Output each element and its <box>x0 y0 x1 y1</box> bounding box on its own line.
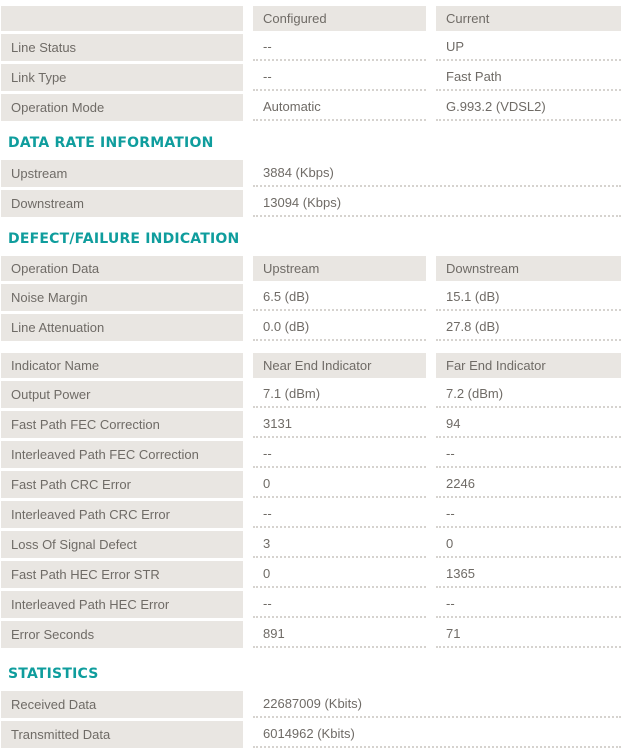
near-end-indicator-header: Near End Indicator <box>253 353 426 378</box>
row-label-interleaved-fec: Interleaved Path FEC Correction <box>1 441 243 468</box>
error-seconds-far-value: 71 <box>436 621 621 648</box>
row-label-error-seconds: Error Seconds <box>1 621 243 648</box>
line-attenuation-upstream-value: 0.0 (dB) <box>253 314 426 341</box>
interleaved-fec-near-value: -- <box>253 441 426 468</box>
operation-data-table <box>1 256 621 341</box>
section-heading-statistics: STATISTICS <box>8 666 99 682</box>
link-type-configured-value: -- <box>253 64 426 91</box>
operation-data-header: Operation Data <box>1 256 243 281</box>
line-status-configured-value: -- <box>253 34 426 61</box>
fast-path-crc-far-value: 2246 <box>436 471 621 498</box>
interleaved-crc-far-value: -- <box>436 501 621 528</box>
row-label-noise-margin: Noise Margin <box>1 284 243 311</box>
upstream-rate-value: 3884 (Kbps) <box>253 160 621 187</box>
line-table-current-header: Current <box>436 6 621 31</box>
fast-path-hec-far-value: 1365 <box>436 561 621 588</box>
fast-path-crc-near-value: 0 <box>253 471 426 498</box>
data-rate-table <box>1 160 621 217</box>
row-label-fast-path-hec: Fast Path HEC Error STR <box>1 561 243 588</box>
downstream-rate-value: 13094 (Kbps) <box>253 190 621 217</box>
row-label-fast-path-crc: Fast Path CRC Error <box>1 471 243 498</box>
section-heading-defect-failure: DEFECT/FAILURE INDICATION <box>8 231 240 247</box>
row-label-interleaved-crc: Interleaved Path CRC Error <box>1 501 243 528</box>
row-label-interleaved-hec: Interleaved Path HEC Error <box>1 591 243 618</box>
far-end-indicator-header: Far End Indicator <box>436 353 621 378</box>
received-data-value: 22687009 (Kbits) <box>253 691 621 718</box>
link-type-current-value: Fast Path <box>436 64 621 91</box>
operation-downstream-header: Downstream <box>436 256 621 281</box>
operation-mode-current-value: G.993.2 (VDSL2) <box>436 94 621 121</box>
interleaved-hec-far-value: -- <box>436 591 621 618</box>
transmitted-data-value: 6014962 (Kbits) <box>253 721 621 748</box>
fast-path-hec-near-value: 0 <box>253 561 426 588</box>
row-label-fast-path-fec: Fast Path FEC Correction <box>1 411 243 438</box>
line-attenuation-downstream-value: 27.8 (dB) <box>436 314 621 341</box>
row-label-downstream: Downstream <box>1 190 243 217</box>
fast-path-fec-far-value: 94 <box>436 411 621 438</box>
line-status-current-value: UP <box>436 34 621 61</box>
row-label-transmitted-data: Transmitted Data <box>1 721 243 748</box>
section-heading-data-rate: DATA RATE INFORMATION <box>8 135 214 151</box>
operation-upstream-header: Upstream <box>253 256 426 281</box>
line-table-configured-header: Configured <box>253 6 426 31</box>
line-table-blank-header <box>1 6 243 31</box>
noise-margin-downstream-value: 15.1 (dB) <box>436 284 621 311</box>
output-power-near-value: 7.1 (dBm) <box>253 381 426 408</box>
row-label-operation-mode: Operation Mode <box>1 94 243 121</box>
operation-mode-configured-value: Automatic <box>253 94 426 121</box>
interleaved-fec-far-value: -- <box>436 441 621 468</box>
indicator-name-header: Indicator Name <box>1 353 243 378</box>
interleaved-crc-near-value: -- <box>253 501 426 528</box>
output-power-far-value: 7.2 (dBm) <box>436 381 621 408</box>
interleaved-hec-near-value: -- <box>253 591 426 618</box>
line-status-table <box>1 6 621 121</box>
row-label-line-status: Line Status <box>1 34 243 61</box>
loss-of-signal-near-value: 3 <box>253 531 426 558</box>
row-label-received-data: Received Data <box>1 691 243 718</box>
row-label-upstream: Upstream <box>1 160 243 187</box>
row-label-output-power: Output Power <box>1 381 243 408</box>
row-label-loss-of-signal: Loss Of Signal Defect <box>1 531 243 558</box>
indicator-table <box>1 353 621 648</box>
row-label-link-type: Link Type <box>1 64 243 91</box>
statistics-table <box>1 691 621 748</box>
loss-of-signal-far-value: 0 <box>436 531 621 558</box>
fast-path-fec-near-value: 3131 <box>253 411 426 438</box>
row-label-line-attenuation: Line Attenuation <box>1 314 243 341</box>
noise-margin-upstream-value: 6.5 (dB) <box>253 284 426 311</box>
error-seconds-near-value: 891 <box>253 621 426 648</box>
